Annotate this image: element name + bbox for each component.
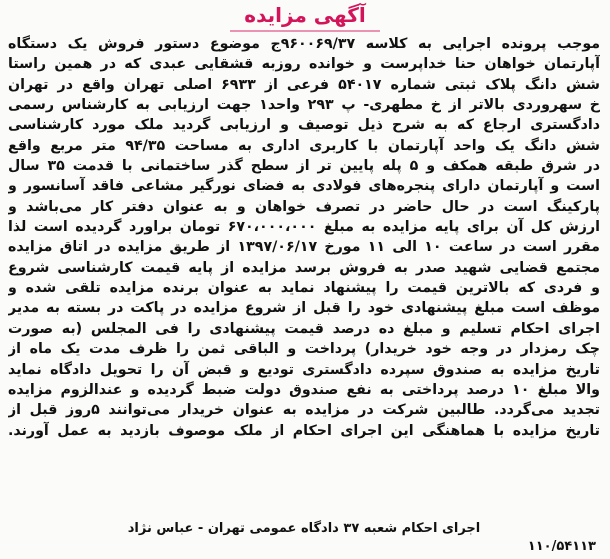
signature-line: اجرای احکام شعبه ۳۷ دادگاه عمومی تهران - عباس نژاد [127, 521, 481, 536]
body-line: مقرر است در ساعت ۱۰ الی ۱۱ مورخ ۱۳۹۷/۰۶/۱۷ از طریق مزایده در اتاق مزایده [8, 239, 600, 256]
body-line: پارکینگ است در حال حاضر در تصرف خواهان و به عنوان دفتر کار می‌باشد و [8, 198, 600, 215]
body-line: ارزش کل آن برای پایه مزایده به مبلغ ۶۷۰،۰۰۰،۰۰۰ تومان براورد گردیده است لذا [8, 219, 600, 236]
notice-body [8, 34, 600, 522]
body-line: دادگستری ارجاع که به شرح ذیل توصیف و ارزیابی گردید ملک مورد کارشناسی [8, 117, 600, 134]
body-line: شش دانگ یک واحد آپارتمان با کاربری اداری به مساحت ۹۴/۳۵ متر مربع واقع [8, 137, 600, 154]
body-line: خ سهروردی بالاتر از خ مطهری- پ ۲۹۳ واحد۱ جهت ارزیابی به کارشناس رسمی [8, 97, 600, 114]
body-line: است و آپارتمان دارای پنجره‌های فولادی به فضای نورگیر مشاعی فاقد آسانسور و [8, 178, 600, 195]
notice-footer [8, 520, 600, 556]
body-line: والا مبلغ ۱۰ درصد پرداختی به نفع صندوق دولت ضبط گردیده و عندالزوم مزایده [8, 381, 600, 398]
body-line: و فردی که بالاترین قیمت را پیشنهاد نماید به عنوان برنده مزایده تلقی شده و [8, 280, 600, 297]
title-area [0, 0, 610, 32]
body-line: در شرق طبقه همکف و ۵ پله پایین تر از سطح گذر ساختمانی با قدمت ۳۵ سال [8, 158, 600, 175]
body-line: آپارتمان خواهان حنا خداپرست و خوانده روزبه قشقایی عبدی که در همین راستا [8, 56, 600, 73]
body-line: موظف است مبلغ پیشنهادی خود را قبل از شروع مزایده در پاکت در بسته به مدیر [8, 300, 600, 317]
body-line: چک رمزدار در وجه خود خریدار) پرداخت و الباقی ثمن را ظرف مدت یک ماه از [8, 341, 600, 358]
notice-title: آگهی مزایده [244, 3, 366, 27]
body-line: تاریخ مزایده به صندوق سپرده دادگستری تودیع و قبض آن را تحویل دادگاه نماید [8, 361, 600, 378]
body-line: تاریخ مزایده با هماهنگی این اجرای احکام از ملک موصوف بازدید به عمل آورند. [8, 422, 600, 439]
title-divider [230, 30, 380, 32]
body-line: مجتمع قضایی شهید صدر به فروش برسد مزایده از پایه قیمت کارشناسی شروع [8, 259, 600, 276]
body-line: موجب پرونده اجرایی به کلاسه ۹۶۰۰۶۹/۳۷ج موضوع دستور فروش یک دستگاه [8, 36, 600, 52]
body-line: اجرای احکام تسلیم و مبلغ ده درصد قیمت پیشنهادی را فی المجلس (به صورت [8, 320, 600, 337]
body-line: تجدید می‌گردد. طالبین شرکت در مزایده به عنوان خریدار می‌توانند ۵روز قبل از [8, 402, 600, 419]
notice-code: ۱۱۰/۵۴۱۱۳ [527, 539, 596, 554]
body-line: شش دانگ پلاک ثبتی شماره ۵۴۰۱۷ فرعی از ۶۹۳۳ اصلی تهران واقع در تهران [8, 76, 600, 93]
